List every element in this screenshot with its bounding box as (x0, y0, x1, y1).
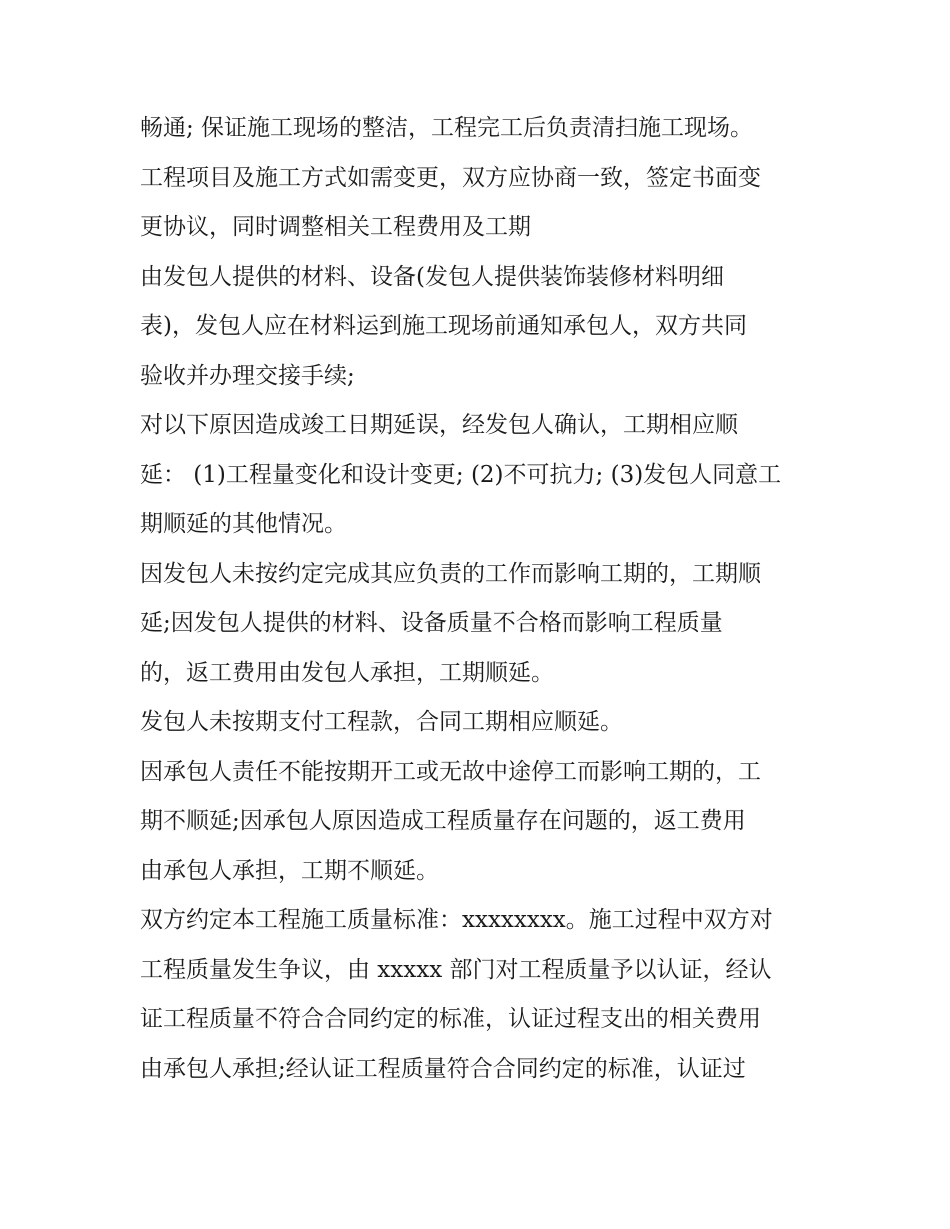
text-line: 延;因发包人提供的材料、设备质量不合格而影响工程质量 (140, 610, 723, 636)
document-body (140, 104, 820, 1094)
text-line: 因发包人未按约定完成其应负责的工作而影响工期的，工期顺 (140, 560, 761, 587)
text-line: 更协议，同时调整相关工程费用及工期 (140, 214, 531, 240)
text-line: 由承包人承担，工期不顺延。 (140, 857, 439, 884)
text-line: 表)，发包人应在材料运到施工现场前通知承包人，双方共同 (140, 313, 747, 339)
text-line: 期不顺延;因承包人原因造成工程质量存在问题的，返工费用 (140, 808, 746, 834)
text-line: 证工程质量不符合合同约定的标准，认证过程支出的相关费用 (140, 1006, 761, 1032)
text-line: 期顺延的其他情况。 (140, 511, 347, 537)
text-line: 双方约定本工程施工质量标准：xxxxxxxx。施工过程中双方对 (140, 907, 773, 933)
text-line: 工程质量发生争议，由 xxxxx 部门对工程质量予以认证，经认 (140, 956, 772, 983)
text-line: 延： (1)工程量变化和设计变更; (2)不可抗力; (3)发包人同意工 (140, 461, 782, 488)
text-line: 由承包人承担;经认证工程质量符合合同约定的标准，认证过 (140, 1055, 746, 1082)
text-line: 的，返工费用由发包人承担，工期顺延。 (140, 659, 554, 686)
text-line: 发包人未按期支付工程款，合同工期相应顺延。 (140, 709, 623, 735)
text-line: 因承包人责任不能按期开工或无故中途停工而影响工期的，工 (140, 758, 761, 785)
text-line: 验收并办理交接手续; (140, 362, 355, 389)
text-line: 畅通; 保证施工现场的整洁，工程完工后负责清扫施工现场。 (140, 115, 754, 141)
text-line: 由发包人提供的材料、设备(发包人提供装饰装修材料明细 (140, 263, 724, 290)
text-line: 对以下原因造成竣工日期延误，经发包人确认，工期相应顺 (140, 412, 738, 438)
text-line: 工程项目及施工方式如需变更，双方应协商一致，签定书面变 (140, 164, 761, 191)
